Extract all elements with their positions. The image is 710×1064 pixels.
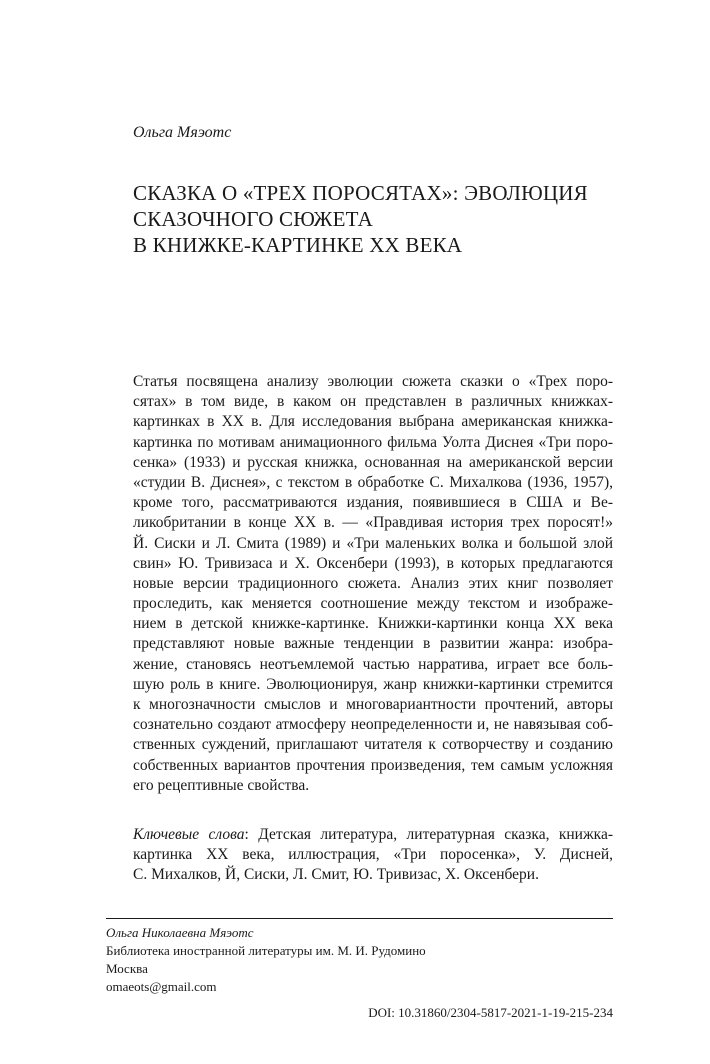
affiliation-institution: Библиотека иностранной литературы им. М. И. Рудомино <box>106 943 426 958</box>
keywords-line: С. Михалков, Й, Сиски, Л. Смит, Ю. Тривизас, Х. Оксенбери. <box>133 866 539 884</box>
abstract-line: «студии В. Диснея», с текстом в обработке С. Михалкова (1936, 1957), <box>133 473 613 491</box>
abstract-line: представляют новые важные тенденции в развитии жанра: изобра- <box>133 635 613 653</box>
abstract-line: картинка по мотивам анимационного фильма Уолта Диснея «Три поро- <box>133 433 613 451</box>
author-affiliation <box>106 924 613 996</box>
abstract-line: сятах» в том виде, в каком он представлен в различных книжках- <box>133 393 613 411</box>
abstract-line: свин» Ю. Тривизаса и Х. Оксенбери (1993), в которых предлагаются <box>133 554 613 572</box>
author-name: Ольга Мяэотс <box>133 124 232 141</box>
abstract-line: ственных суждений, приглашают читателя к сотворчеству и созданию <box>133 736 613 754</box>
keywords-line <box>133 825 613 845</box>
affiliation-author-name: Ольга Николаевна Мяэотс <box>106 925 254 940</box>
article-title <box>133 180 613 258</box>
abstract-line: ликобритании в конце XX в. — «Правдивая история трех поросят!» <box>133 514 613 532</box>
abstract-line: Й. Сиски и Л. Смита (1989) и «Три маленьких волка и большой злой <box>133 534 613 552</box>
abstract-line: нием в детской книжке-картинке. Книжки-картинки конца XX века <box>133 615 613 633</box>
abstract-line: сознательно создают атмосферу неопределенности и, не навязывая соб- <box>133 716 613 734</box>
keywords-line: картинка XX века, иллюстрация, «Три поросенка», У. Дисней, <box>133 846 613 864</box>
footnote-divider <box>106 918 613 919</box>
abstract-line: к многозначности смыслов и многовариантности прочтений, авторы <box>133 696 613 713</box>
doi: DOI: 10.31860/2304-5817-2021-1-19-215-234 <box>368 1005 613 1020</box>
abstract-line: Статья посвящена анализу эволюции сюжета сказки о «Трех поро- <box>133 373 613 390</box>
abstract-line: проследить, как меняется соотношение между текстом и изображе- <box>133 595 613 613</box>
abstract-line: новые версии традиционного сюжета. Анализ этих книг позволяет <box>133 574 613 592</box>
abstract-line: жение, становясь неотъемлемой частью нарратива, играет все боль- <box>133 655 613 673</box>
abstract-line: сенка» (1933) и русская книжка, основанная на американской версии <box>133 453 613 471</box>
keywords-label: Ключевые слова <box>133 826 245 843</box>
abstract-line: собственных вариантов прочтения произведения, тем самым усложняя <box>133 756 613 774</box>
title-line: СКАЗОЧНОГО СЮЖЕТА <box>133 207 373 231</box>
abstract-line: шую роль в книге. Эволюционируя, жанр книжки-картинки стремится <box>133 675 613 693</box>
abstract-line: картинках в XX в. Для исследования выбрана американская книжка- <box>133 413 613 431</box>
abstract-line: его рецептивные свойства. <box>133 776 310 794</box>
abstract <box>133 372 613 796</box>
affiliation-email: omaeots@gmail.com <box>106 979 217 994</box>
title-line: В КНИЖКЕ-КАРТИНКЕ XX ВЕКА <box>133 233 463 257</box>
keywords-text: : Детская литература, литературная сказка, книжка- <box>244 826 614 843</box>
affiliation-city: Москва <box>106 961 148 976</box>
title-line: СКАЗКА О «ТРЕХ ПОРОСЯТАХ»: ЭВОЛЮЦИЯ <box>133 181 588 205</box>
keywords <box>133 825 613 886</box>
abstract-line: кроме того, рассматриваются издания, появившиеся в США и Ве- <box>133 494 613 512</box>
